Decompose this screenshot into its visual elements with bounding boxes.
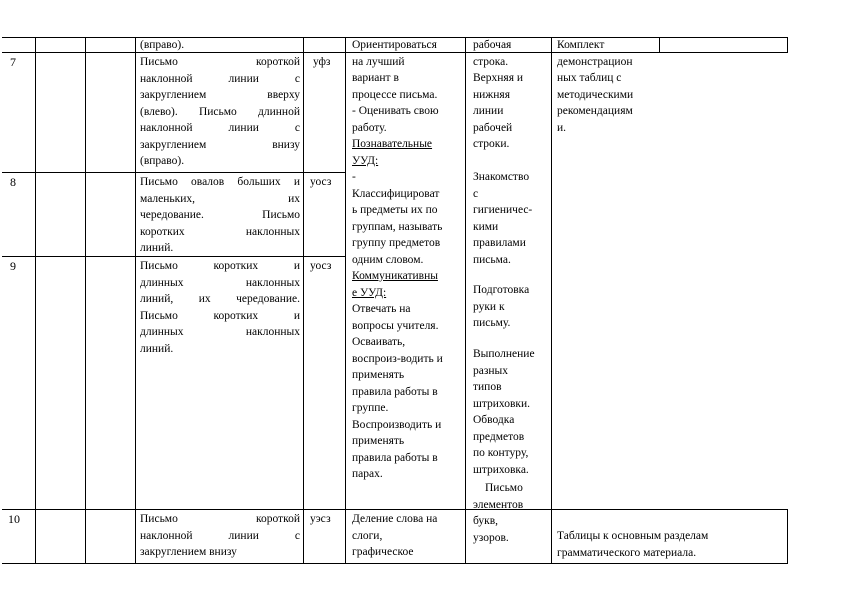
content-line: разных <box>473 364 509 377</box>
uud-heading: Коммуникативны <box>352 270 438 282</box>
table-column-border <box>787 509 788 564</box>
topic-cell <box>140 174 300 257</box>
topic-line: наклонной линии с <box>140 122 300 134</box>
uud-line: - Оценивать свою <box>352 105 439 117</box>
content-line: нижняя <box>473 88 510 101</box>
topic-line: (вправо). <box>140 39 185 51</box>
uud-line: парах. <box>352 468 383 480</box>
equipment-cell <box>557 528 785 561</box>
content-line: рабочей <box>473 121 513 134</box>
uud-line: Классифицироват <box>352 187 440 200</box>
content-line: руки к <box>473 300 505 313</box>
content-line: письму. <box>473 317 511 329</box>
uud-line: работу. <box>352 121 387 134</box>
lesson-type: уэсз <box>310 513 331 525</box>
uud-line: графическое <box>352 546 414 558</box>
row-number: 10 <box>8 512 20 526</box>
equipment-line: демонстрацион <box>557 55 633 68</box>
uud-line: правила работы в <box>352 451 438 464</box>
content-line: Знакомство <box>473 171 530 183</box>
content-cell <box>473 346 551 478</box>
topic-line: линий. <box>140 242 174 254</box>
topic-line: закруглением внизу <box>140 138 300 151</box>
table-column-border <box>787 37 788 53</box>
topic-cell <box>140 54 300 170</box>
uud-line: Ориентироваться <box>352 39 437 51</box>
content-line: правилами <box>473 237 526 249</box>
uud-line: ь предметы их по <box>352 204 438 216</box>
uud-cell <box>352 511 464 561</box>
content-line: с <box>473 187 479 200</box>
uud-line: процессе письма. <box>352 88 438 101</box>
topic-line: Письмо коротких и <box>140 260 300 272</box>
topic-line: Письмо короткой <box>140 513 300 525</box>
uud-line: Отвечать на <box>352 303 411 315</box>
table-column-border <box>345 37 346 563</box>
uud-line: группе. <box>352 402 389 414</box>
table-column-border <box>35 37 36 563</box>
table-row-border <box>2 172 345 173</box>
uud-line: Осваивать, <box>352 336 406 348</box>
equipment-line: ных таблиц с <box>557 72 622 84</box>
uud-line: применять <box>352 369 405 381</box>
content-line: строки. <box>473 138 510 150</box>
uud-line: Деление слова на <box>352 513 438 525</box>
topic-line: маленьких, их <box>140 192 300 205</box>
content-line: по контуру, <box>473 447 529 459</box>
topic-line: Письмо коротких и <box>140 309 300 322</box>
uud-line: группам, называть <box>352 220 443 233</box>
content-line: Обводка <box>473 414 515 426</box>
row-number: 7 <box>10 55 16 69</box>
equipment-line: Комплект <box>557 39 605 51</box>
content-line: рабочая <box>473 39 512 51</box>
topic-line: (вправо). <box>140 155 185 167</box>
topic-cell <box>140 37 300 54</box>
table-column-border <box>659 37 660 53</box>
content-line: штриховки. <box>473 397 531 410</box>
topic-line: коротких наклонных <box>140 225 300 238</box>
table-column-border <box>551 37 552 563</box>
uud-line: на лучший <box>352 55 405 68</box>
uud-heading: Познавательные <box>352 138 433 150</box>
topic-line: (влево). Письмо длинной <box>140 105 300 118</box>
content-line: узоров. <box>473 531 509 544</box>
equipment-line: рекомендациям <box>557 105 633 117</box>
topic-line: длинных наклонных <box>140 326 300 338</box>
topic-line: Письмо короткой <box>140 56 300 68</box>
content-line: Выполнение <box>473 348 535 360</box>
content-line: предметов <box>473 430 525 443</box>
content-line: кими <box>473 220 499 233</box>
uud-line: применять <box>352 435 405 447</box>
uud-line: вариант в <box>352 72 399 84</box>
table-row-border <box>2 563 787 564</box>
topic-line: Письмо овалов больших и <box>140 176 300 188</box>
lesson-type: уосз <box>310 260 332 272</box>
uud-line: правила работы в <box>352 385 438 398</box>
uud-line: воспроиз-водить и <box>352 352 443 365</box>
equipment-cell <box>557 37 657 136</box>
uud-cell <box>352 37 464 483</box>
table-column-border <box>135 37 136 563</box>
content-line: Верхняя и <box>473 72 524 84</box>
content-line: элементов <box>473 498 524 511</box>
content-line: строка. <box>473 55 509 68</box>
uud-line: слоги, <box>352 529 383 542</box>
content-line: типов <box>473 381 502 393</box>
row-number: 9 <box>10 259 16 273</box>
topic-line: длинных наклонных <box>140 276 300 289</box>
topic-cell <box>140 511 300 561</box>
equipment-line: методическими <box>557 88 634 101</box>
lesson-type: уосз <box>310 176 332 188</box>
equipment-line: Таблицы к основным разделам <box>557 530 709 542</box>
content-line: гигиеничес- <box>473 204 533 216</box>
uud-line: группу предметов <box>352 237 441 249</box>
topic-line: чередование. Письмо <box>140 209 300 221</box>
content-cell <box>473 37 551 153</box>
uud-line: вопросы учителя. <box>352 319 439 332</box>
uud-heading: УУД: <box>352 154 379 167</box>
topic-line: линий, их чередование. <box>140 293 300 305</box>
content-cell <box>473 282 551 332</box>
equipment-line: грамматического материала. <box>557 546 697 559</box>
content-line: букв, <box>473 515 499 527</box>
content-line: штриховка. <box>473 463 529 476</box>
topic-cell <box>140 258 300 357</box>
uud-line: Воспроизводить и <box>352 418 442 431</box>
topic-line: закруглением вверху <box>140 89 300 101</box>
content-line: Письмо <box>485 482 523 494</box>
uud-heading: е УУД: <box>352 286 387 299</box>
content-cell <box>473 169 551 268</box>
lesson-type: уфз <box>313 56 331 68</box>
uud-line: - <box>352 171 356 183</box>
content-line: письма. <box>473 253 511 266</box>
topic-line: наклонной линии с <box>140 72 300 85</box>
topic-line: закруглением внизу <box>140 546 237 558</box>
topic-line: наклонной линии с <box>140 529 300 542</box>
table-column-border <box>85 37 86 563</box>
table-column-border <box>303 37 304 563</box>
row-number: 8 <box>10 175 16 189</box>
content-cell <box>473 480 551 546</box>
content-line: линии <box>473 105 504 117</box>
equipment-line: и. <box>557 121 567 134</box>
table-row-border <box>2 509 787 510</box>
topic-line: линий. <box>140 342 174 355</box>
table-column-border <box>465 37 466 563</box>
uud-line: одним словом. <box>352 253 424 266</box>
content-line: Подготовка <box>473 284 530 296</box>
